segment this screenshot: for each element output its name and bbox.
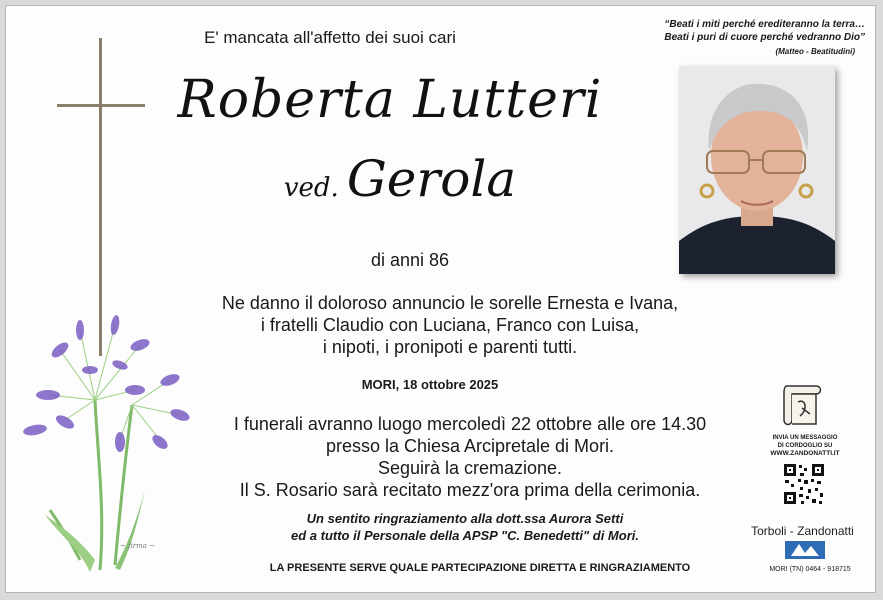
age-text: di anni 86	[370, 250, 450, 270]
svg-text:~ firma ~: ~ firma ~	[120, 542, 156, 550]
qr-code[interactable]	[782, 462, 826, 506]
funeral-line: I funerali avranno luogo mercoledì 22 ottobre alle ore 14.30	[233, 414, 707, 434]
thanks-line: Un sentito ringraziamento alla dott.ssa Aurora Setti	[306, 511, 624, 526]
condolence-message	[760, 434, 850, 458]
thanks-line: ed a tutto il Personale della APSP "C. Benedetti" di Mori.	[291, 528, 639, 543]
quote-line: Beati i puri di cuore perché vedranno Dio”	[664, 32, 865, 43]
bible-quote	[590, 18, 865, 44]
funeral-line: presso la Chiesa Arcipretale di Mori.	[325, 436, 615, 456]
website-link[interactable]: WWW.ZANDONATTI.IT	[770, 450, 840, 457]
deceased-married-name	[230, 150, 570, 208]
scroll-logo-icon	[778, 380, 826, 430]
deceased-name: Roberta Lutteri	[177, 70, 603, 130]
announcement-line: Ne danno il doloroso annuncio le sorelle Ernesta e Ivana,	[221, 293, 679, 313]
name-line2: Gerola	[346, 150, 517, 208]
quote-source: (Matteo - Beatitudini)	[775, 47, 855, 56]
funeral-info	[200, 413, 740, 501]
place-date: MORI, 18 ottobre 2025	[361, 377, 499, 392]
zandonatti-logo	[785, 541, 825, 559]
announcement	[200, 292, 700, 358]
funeral-line: Seguirà la cremazione.	[377, 458, 563, 478]
msg-line: INVIA UN MESSAGGIO	[772, 435, 838, 441]
contact-phone: MORI (TN) 0464 - 918715	[769, 566, 851, 573]
announcement-line: i nipoti, i pronipoti e parenti tutti.	[322, 337, 578, 357]
agapanthus-flower	[20, 310, 200, 580]
intro-text: E' mancata all'affetto dei suoi cari	[204, 28, 456, 47]
funeral-line: Il S. Rosario sarà recitato mezz'ora prima della cerimonia.	[239, 480, 701, 500]
thanks-text	[230, 510, 700, 544]
quote-line: “Beati i miti perché erediteranno la terra…	[664, 19, 865, 30]
funeral-home-name: Torboli - Zandonatti	[751, 524, 854, 538]
portrait-photo	[679, 66, 835, 274]
name-prefix: ved.	[283, 173, 339, 203]
msg-line: DI CORDOGLIO SU	[777, 443, 833, 449]
announcement-line: i fratelli Claudio con Luciana, Franco con Luisa,	[260, 315, 640, 335]
footer-notice: LA PRESENTE SERVE QUALE PARTECIPAZIONE DIRETTA E RINGRAZIAMENTO	[269, 562, 691, 574]
